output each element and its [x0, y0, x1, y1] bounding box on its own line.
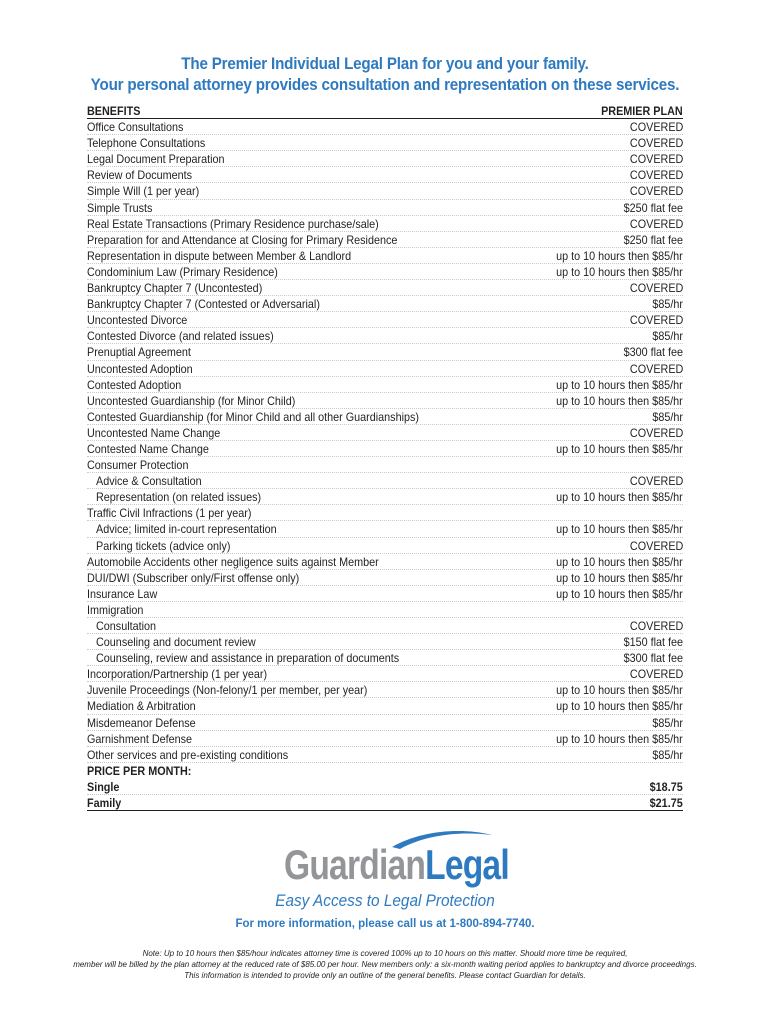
table-row-category — [87, 602, 683, 618]
plan-value-cell: COVERED — [629, 538, 683, 553]
plan-value-cell: COVERED — [629, 425, 683, 440]
plan-value-cell: COVERED — [629, 184, 683, 199]
plan-value-cell: $85/hr — [652, 409, 683, 424]
table-row — [87, 570, 683, 586]
benefit-cell: Contested Adoption — [87, 377, 182, 392]
logo-word-legal: Legal — [425, 841, 509, 888]
plan-value-cell: $300 flat fee — [623, 345, 683, 360]
plan-value-cell: up to 10 hours then $85/hr — [556, 377, 683, 392]
headline-line-2: Your personal attorney provides consultation and representation on these services. — [90, 76, 680, 94]
plan-value-cell: COVERED — [629, 667, 683, 682]
table-row — [87, 151, 683, 167]
table-row — [87, 521, 683, 537]
benefits-table — [87, 103, 683, 811]
plan-value-cell: COVERED — [629, 152, 683, 167]
benefit-cell: Representation in dispute between Member & Landlord — [87, 248, 352, 263]
benefit-cell: Bankruptcy Chapter 7 (Contested or Adversarial) — [87, 297, 320, 312]
benefit-cell: Condominium Law (Primary Residence) — [87, 264, 278, 279]
benefit-cell: Counseling, review and assistance in preparation of documents — [96, 651, 400, 666]
plan-value-cell: COVERED — [629, 136, 683, 151]
benefit-cell: Real Estate Transactions (Primary Residence purchase/sale) — [87, 216, 379, 231]
table-row — [87, 666, 683, 682]
table-row-category — [87, 457, 683, 473]
table-row — [87, 425, 683, 441]
table-row — [87, 280, 683, 296]
plan-value-cell: $85/hr — [652, 747, 683, 762]
benefit-cell: Other services and pre-existing conditions — [87, 747, 289, 762]
benefit-cell: Uncontested Adoption — [87, 361, 193, 376]
table-row — [87, 344, 683, 360]
plan-value-cell: COVERED — [629, 313, 683, 328]
table-row — [87, 538, 683, 554]
benefit-cell: Contested Name Change — [87, 441, 209, 456]
benefit-cell: Insurance Law — [87, 586, 158, 601]
table-row — [87, 731, 683, 747]
table-row — [87, 393, 683, 409]
benefit-cell: DUI/DWI (Subscriber only/First offense only) — [87, 570, 300, 585]
benefit-cell: Office Consultations — [87, 120, 184, 135]
benefit-cell: Prenuptial Agreement — [87, 345, 191, 360]
table-row — [87, 135, 683, 151]
table-row — [87, 554, 683, 570]
plan-value-cell: up to 10 hours then $85/hr — [556, 264, 683, 279]
benefit-cell: Legal Document Preparation — [87, 152, 225, 167]
plan-value-cell: up to 10 hours then $85/hr — [556, 699, 683, 714]
plan-value-cell: COVERED — [629, 120, 683, 135]
table-row — [87, 312, 683, 328]
benefit-category: Traffic Civil Infractions (1 per year) — [87, 506, 252, 521]
plan-value-cell: up to 10 hours then $85/hr — [556, 393, 683, 408]
benefit-cell: Preparation for and Attendance at Closing for Primary Residence — [87, 232, 398, 247]
table-row — [87, 618, 683, 634]
benefit-cell: Parking tickets (advice only) — [96, 538, 231, 553]
plan-value-cell: COVERED — [629, 361, 683, 376]
benefit-cell: Uncontested Divorce — [87, 313, 188, 328]
table-row-category — [87, 505, 683, 521]
benefit-cell: Garnishment Defense — [87, 731, 193, 746]
table-row — [87, 409, 683, 425]
table-row — [87, 167, 683, 183]
table-row — [87, 473, 683, 489]
plan-value-cell: COVERED — [629, 168, 683, 183]
price-family-label: Family — [87, 796, 122, 811]
price-family-value: $21.75 — [649, 796, 683, 811]
plan-value-cell: $85/hr — [652, 715, 683, 730]
logo-wordmark — [284, 841, 509, 889]
column-header-premier-plan: PREMIER PLAN — [601, 104, 683, 118]
benefit-category: Consumer Protection — [87, 458, 189, 473]
plan-value-cell: COVERED — [629, 281, 683, 296]
table-row — [87, 586, 683, 602]
footnote-line-1: Note: Up to 10 hours then $85/hour indicates attorney time is covered 100% up to 10 hours on this matter. Should more time be required, — [142, 949, 628, 958]
table-row — [87, 715, 683, 731]
footnote-line-2: member will be billed by the plan attorney at the reduced rate of $85.00 per hour. New members only: a six-month waiting period applies to bankruptcy and divorce proceedings. — [73, 960, 697, 969]
table-row — [87, 232, 683, 248]
benefit-cell: Incorporation/Partnership (1 per year) — [87, 667, 268, 682]
benefit-cell: Advice & Consultation — [96, 474, 202, 489]
table-row — [87, 650, 683, 666]
plan-value-cell: up to 10 hours then $85/hr — [556, 570, 683, 585]
benefit-cell: Uncontested Guardianship (for Minor Child) — [87, 393, 296, 408]
plan-value-cell: $85/hr — [652, 329, 683, 344]
table-row — [87, 698, 683, 714]
plan-value-cell: $85/hr — [652, 297, 683, 312]
benefit-cell: Review of Documents — [87, 168, 193, 183]
price-row-family — [87, 795, 683, 811]
benefit-category: Immigration — [87, 602, 144, 617]
plan-value-cell: $300 flat fee — [623, 651, 683, 666]
table-row — [87, 489, 683, 505]
table-row — [87, 216, 683, 232]
benefit-cell: Consultation — [96, 619, 157, 633]
footnote-line-3: This information is intended to provide only an outline of the general benefits. Please contact Guardian for details. — [184, 971, 586, 980]
table-row — [87, 248, 683, 264]
plan-value-cell: up to 10 hours then $85/hr — [556, 248, 683, 263]
plan-value-cell: up to 10 hours then $85/hr — [556, 522, 683, 537]
plan-value-cell: up to 10 hours then $85/hr — [556, 586, 683, 601]
price-row-single — [87, 779, 683, 795]
price-heading-row — [87, 763, 683, 779]
plan-value-cell: up to 10 hours then $85/hr — [556, 441, 683, 456]
plan-value-cell: COVERED — [629, 474, 683, 489]
headline-line-1: The Premier Individual Legal Plan for you and your family. — [181, 55, 589, 73]
table-row — [87, 634, 683, 650]
plan-value-cell: $150 flat fee — [623, 635, 683, 650]
benefit-cell: Simple Trusts — [87, 200, 153, 215]
benefit-cell: Telephone Consultations — [87, 136, 206, 151]
table-row — [87, 377, 683, 393]
table-header-row — [87, 103, 683, 119]
column-header-benefits: BENEFITS — [87, 104, 141, 118]
benefit-cell: Mediation & Arbitration — [87, 699, 196, 714]
benefit-cell: Simple Will (1 per year) — [87, 184, 200, 199]
benefit-cell: Bankruptcy Chapter 7 (Uncontested) — [87, 281, 263, 296]
plan-value-cell: $250 flat fee — [623, 232, 683, 247]
benefit-cell: Contested Divorce (and related issues) — [87, 329, 274, 344]
benefit-cell: Representation (on related issues) — [96, 490, 262, 505]
benefit-cell: Advice; limited in-court representation — [96, 522, 277, 537]
plan-value-cell: COVERED — [629, 216, 683, 231]
table-row — [87, 328, 683, 344]
benefit-cell: Uncontested Name Change — [87, 425, 221, 440]
price-single-value: $18.75 — [649, 779, 683, 794]
price-heading: PRICE PER MONTH: — [87, 763, 192, 778]
benefit-cell: Juvenile Proceedings (Non-felony/1 per member, per year) — [87, 683, 368, 698]
contact-info: For more information, please call us at 1-800-894-7740. — [235, 918, 535, 930]
table-row — [87, 296, 683, 312]
table-row — [87, 183, 683, 199]
plan-value-cell: up to 10 hours then $85/hr — [556, 554, 683, 569]
table-row — [87, 747, 683, 763]
plan-value-cell: up to 10 hours then $85/hr — [556, 490, 683, 505]
benefit-cell: Misdemeanor Defense — [87, 715, 196, 730]
table-row — [87, 200, 683, 216]
plan-value-cell: COVERED — [629, 619, 683, 633]
benefit-cell: Counseling and document review — [96, 635, 256, 650]
table-row — [87, 119, 683, 135]
benefit-cell: Automobile Accidents other negligence suits against Member — [87, 554, 379, 569]
price-single-label: Single — [87, 779, 120, 794]
plan-value-cell: $250 flat fee — [623, 200, 683, 215]
plan-value-cell: up to 10 hours then $85/hr — [556, 731, 683, 746]
logo-word-guardian: Guardian — [284, 841, 426, 888]
table-row — [87, 682, 683, 698]
logo-tagline: Easy Access to Legal Protection — [275, 892, 495, 910]
table-row — [87, 441, 683, 457]
table-row — [87, 264, 683, 280]
guardian-legal-logo — [280, 825, 509, 895]
plan-value-cell: up to 10 hours then $85/hr — [556, 683, 683, 698]
table-row — [87, 361, 683, 377]
benefit-cell: Contested Guardianship (for Minor Child and all other Guardianships) — [87, 409, 419, 424]
